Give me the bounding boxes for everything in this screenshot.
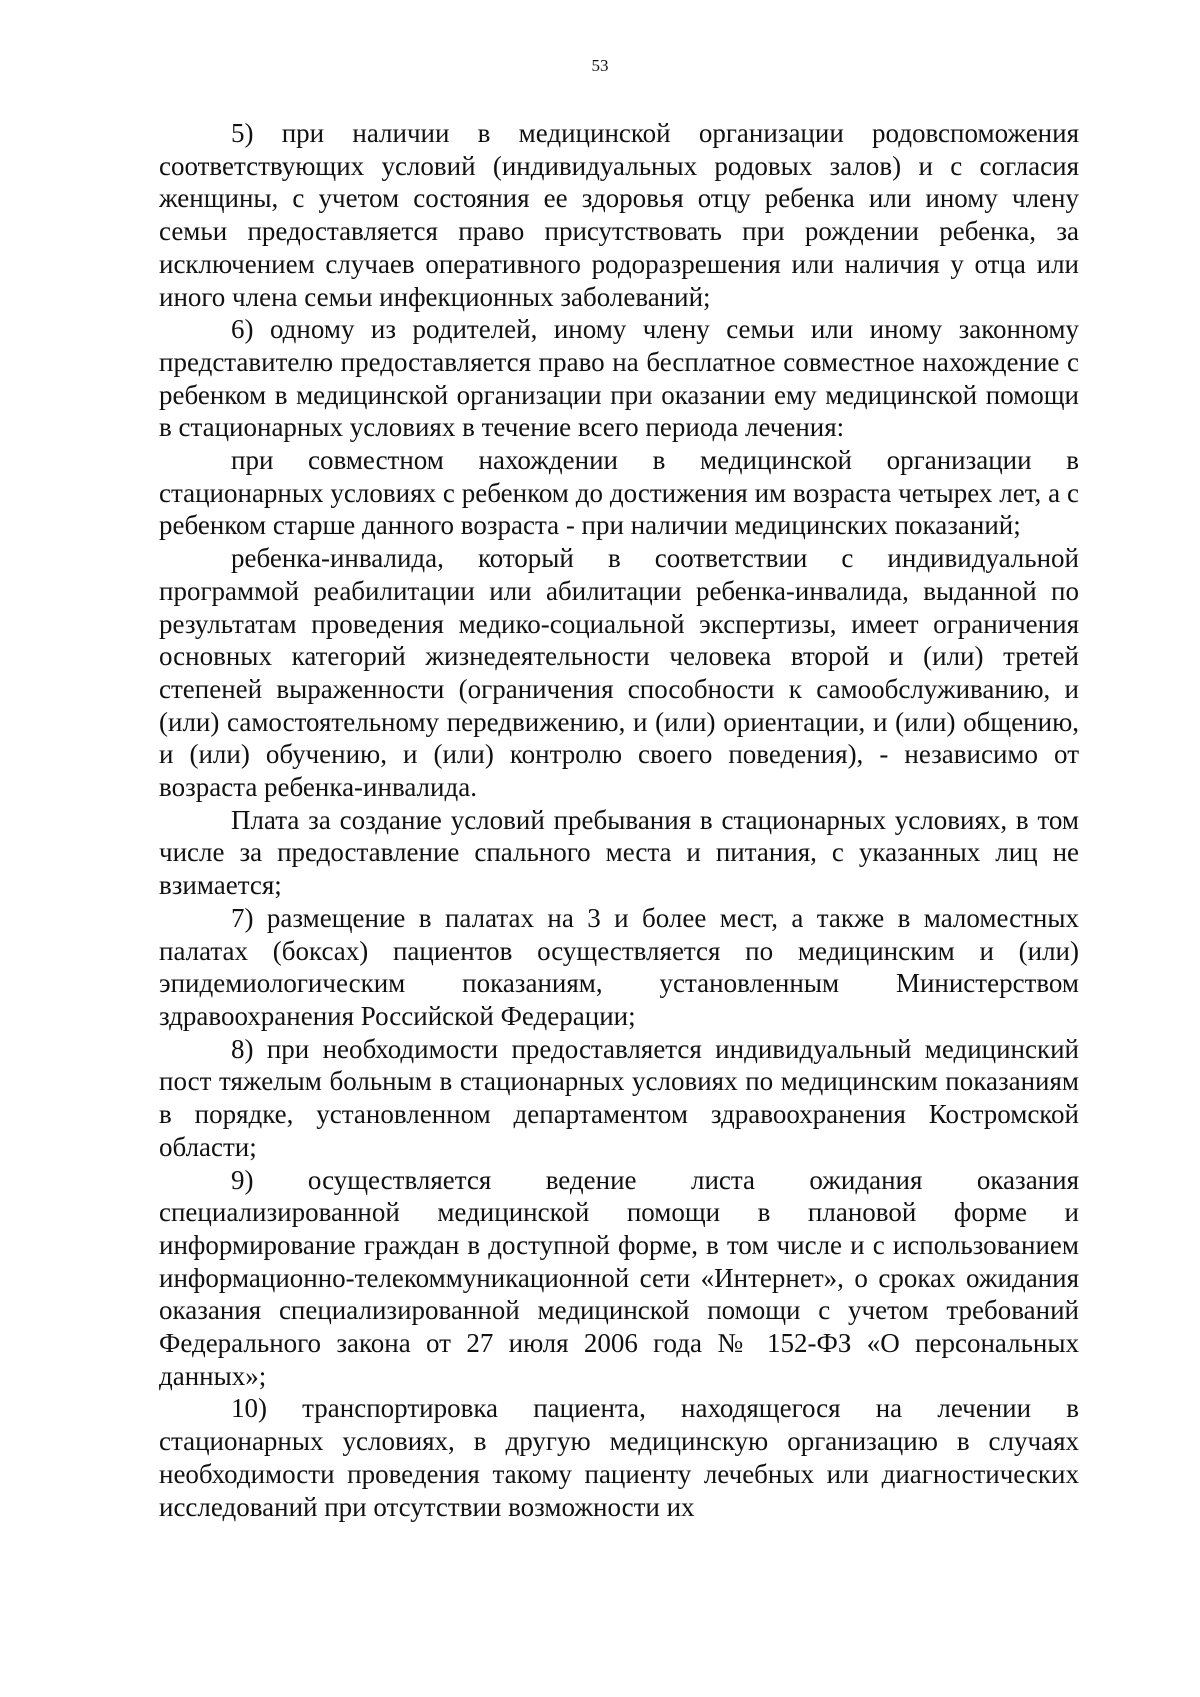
paragraph-item-7: 7) размещение в палатах на 3 и более мест, а также в маломестных палатах (боксах) пациентов осуществляется по медицинским и (или) эпидемиологическим показаниям, установленным Министерством здравоохранения Российской Федерации; — [159, 902, 1079, 1031]
paragraph-disabled-child: ребенка-инвалида, который в соответствии с индивидуальной программой реабилитации или абилитации ребенка-инвалида, выданной по результатам проведения медико-социальной экспертизы, имеет ограничения основных категорий жизнедеятельности человека второй и (или) третей степеней выраженности (ограничения способности к самообслуживанию, и (или) самостоятельному передвижению, и (или) ориентации, и (или) общению, и (или) обучению, и (или) контролю своего поведения), - независимо от возраста ребенка-инвалида. — [159, 543, 1079, 803]
document-body — [159, 117, 1079, 1523]
paragraph-joint-stay-under-four: при совместном нахождении в медицинской организации в стационарных условиях с ребенком до достижения им возраста четырех лет, а с ребенком старше данного возраста - при наличии медицинских показаний; — [159, 445, 1079, 541]
paragraph-no-fee: Плата за создание условий пребывания в стационарных условиях, в том числе за предоставление спального места и питания, с указанных лиц не взимается; — [159, 804, 1079, 901]
paragraph-item-5: 5) при наличии в медицинской организации родовспоможения соответствующих условий (индивидуальных родовых залов) и с согласия женщины, с учетом состояния ее здоровья отцу ребенка или иному члену семьи предоставляется право присутствовать при рождении ребенка, за исключением случаев оперативного родоразрешения или наличия у отца или иного члена семьи инфекционных заболеваний; — [159, 118, 1079, 312]
page-number: 53 — [591, 56, 609, 75]
paragraph-item-9: 9) осуществляется ведение листа ожидания оказания специализированной медицинской помощи в плановой форме и информирование граждан в доступной форме, в том числе и с использованием информационно-телекоммуникационной сети «Интернет», о сроках ожидания оказания специализированной медицинской помощи с учетом требований Федерального закона от 27 июля 2006 года № 152-ФЗ «О персональных данных»; — [159, 1164, 1079, 1391]
paragraph-item-10: 10) транспортировка пациента, находящегося на лечении в стационарных условиях, в другую медицинскую организацию в случаях необходимости проведения такому пациенту лечебных или диагностических исследований при отсутствии возможности их — [159, 1393, 1079, 1522]
paragraph-item-6: 6) одному из родителей, иному члену семьи или иному законному представителю предоставляется право на бесплатное совместное нахождение с ребенком в медицинской организации при оказании ему медицинской помощи в стационарных условиях в течение всего периода лечения: — [159, 314, 1079, 443]
paragraph-item-8: 8) при необходимости предоставляется индивидуальный медицинский пост тяжелым больным в стационарных условиях по медицинским показаниям в порядке, установленном департаментом здравоохранения Костромской области; — [159, 1033, 1079, 1162]
